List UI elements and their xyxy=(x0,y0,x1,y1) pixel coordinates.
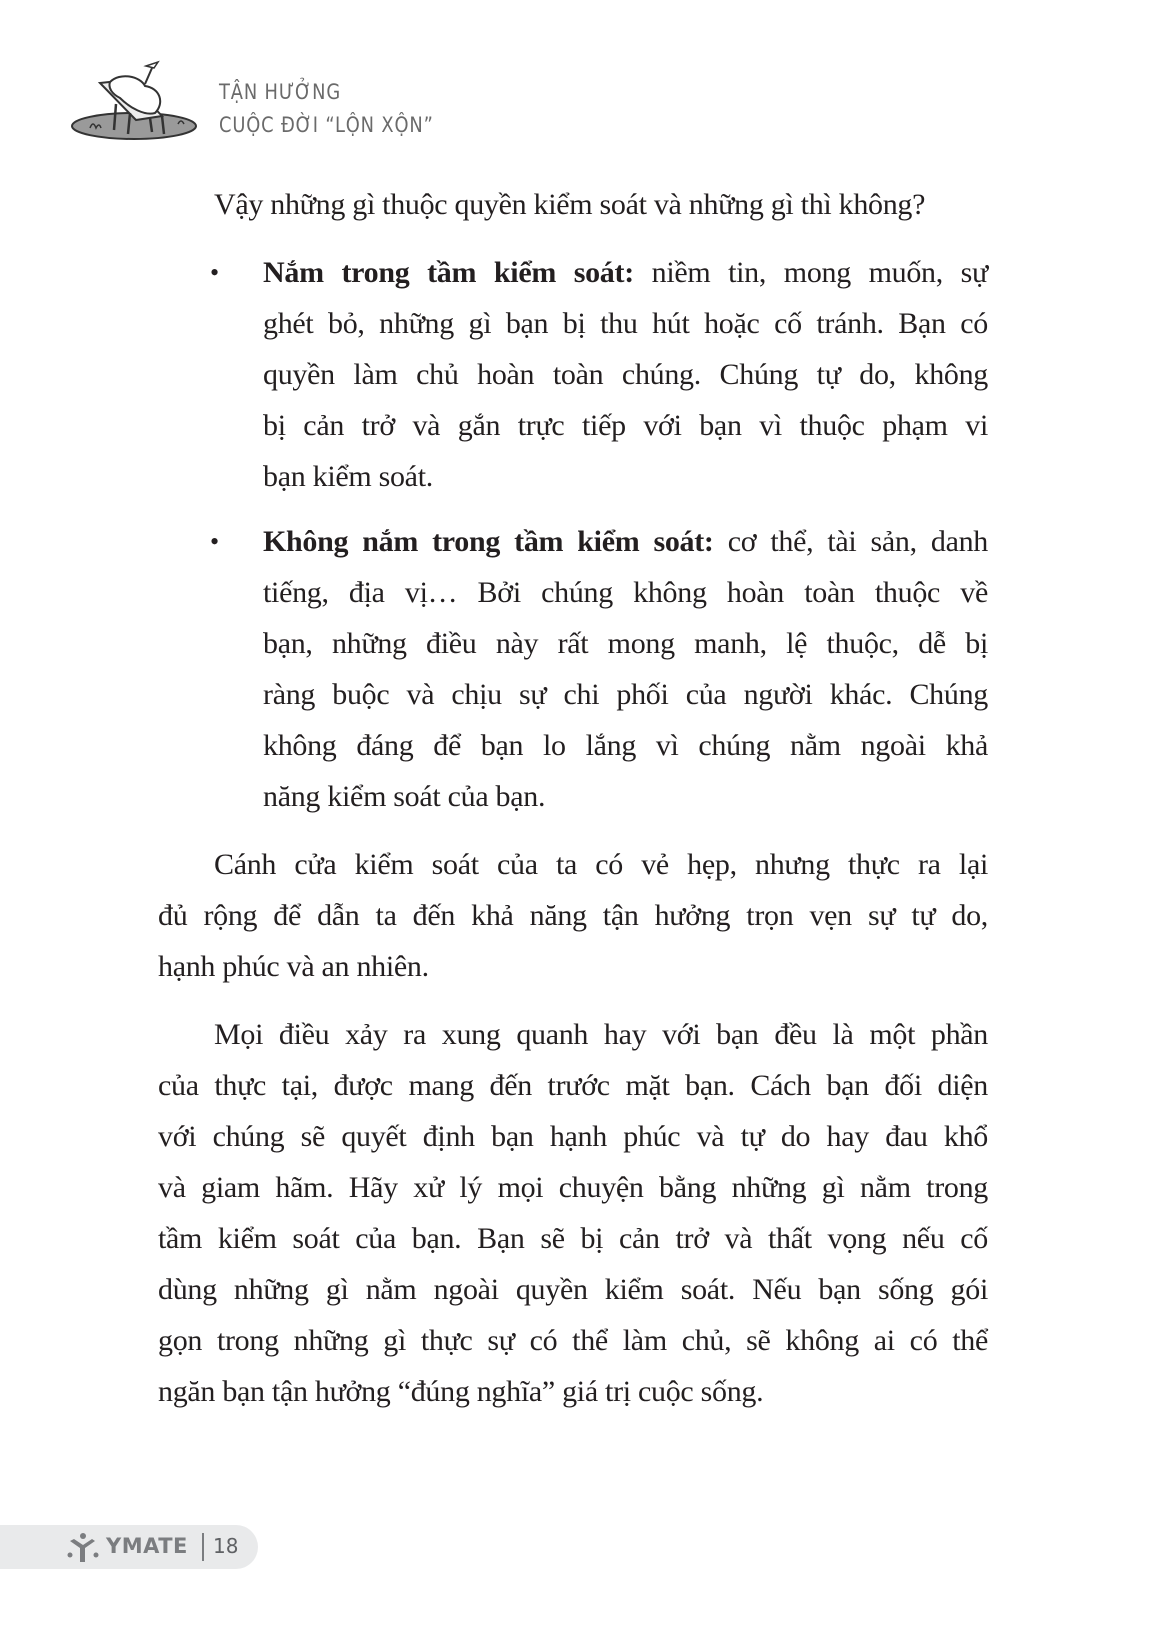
bullet-1-line: ghét bỏ, những gì bạn bị thu hút hoặc cố tránh. Bạn có xyxy=(263,307,988,340)
bullet-1-line: quyền làm chủ hoàn toàn chúng. Chúng tự do, không xyxy=(263,358,988,391)
paragraph-2-line: Mọi điều xảy ra xung quanh hay với bạn đều là một phần xyxy=(214,1018,988,1051)
bullet-2-line: không đáng để bạn lo lắng vì chúng nằm ngoài khả xyxy=(263,729,988,762)
ymate-logo-icon xyxy=(66,1532,100,1564)
running-header xyxy=(70,58,490,153)
bullet-2-line: năng kiểm soát của bạn. xyxy=(263,780,546,813)
paragraph-1-line: Cánh cửa kiểm soát của ta có vẻ hẹp, nhưng thực ra lại xyxy=(214,848,988,881)
bullet-2-label: Không nắm trong tầm kiểm soát: xyxy=(263,525,714,558)
publisher-brand: YMATE xyxy=(106,1534,188,1558)
bullet-2-line: ràng buộc và chịu sự chi phối của người khác. Chúng xyxy=(263,678,988,711)
bullet-1-line: bạn kiểm soát. xyxy=(263,460,433,493)
paragraph-2-line: gọn trong những gì thực sự có thể làm chủ, sẽ không ai có thể xyxy=(158,1324,988,1357)
paragraph-2-line: và giam hãm. Hãy xử lý mọi chuyện bằng những gì nằm trong xyxy=(158,1171,988,1204)
bullet-1-label: Nắm trong tầm kiểm soát: xyxy=(263,256,634,289)
paragraph-1-line: hạnh phúc và an nhiên. xyxy=(158,950,429,983)
person-relaxing-on-deck-chair-icon xyxy=(70,58,210,150)
bullet-1-first-line xyxy=(263,255,988,291)
paragraph-2-line: ngăn bạn tận hưởng “đúng nghĩa” giá trị cuộc sống. xyxy=(158,1375,764,1408)
paragraph-2-line: với chúng sẽ quyết định bạn hạnh phúc và tự do hay đau khổ xyxy=(158,1120,988,1153)
paragraph-2-line: tầm kiểm soát của bạn. Bạn sẽ bị cản trở và thất vọng nếu cố xyxy=(158,1222,988,1255)
book-title-line2: CUỘC ĐỜI “LỘN XỘN” xyxy=(219,113,434,137)
book-title-line1: TẬN HƯỞNG xyxy=(219,80,342,104)
paragraph-1-line: đủ rộng để dẫn ta đến khả năng tận hưởng trọn vẹn sự tự do, xyxy=(158,899,988,932)
bullet-dot-icon: • xyxy=(210,258,220,287)
bullet-1-text: niềm tin, mong muốn, sự xyxy=(633,256,989,289)
bullet-1-line: bị cản trở và gắn trực tiếp với bạn vì thuộc phạm vi xyxy=(263,409,988,442)
bullet-2-text: cơ thể, tài sản, danh xyxy=(713,525,988,558)
bullet-dot-icon: • xyxy=(210,527,220,556)
bullet-2-first-line xyxy=(263,524,988,560)
bullet-2-line: bạn, những điều này rất mong manh, lệ thuộc, dễ bị xyxy=(263,627,988,660)
paragraph-2-line: của thực tại, được mang đến trước mặt bạn. Cách bạn đối diện xyxy=(158,1069,988,1102)
footer-divider xyxy=(202,1533,204,1561)
intro-question: Vậy những gì thuộc quyền kiểm soát và những gì thì không? xyxy=(214,188,926,221)
paragraph-2-line: dùng những gì nằm ngoài quyền kiểm soát. Nếu bạn sống gói xyxy=(158,1273,988,1306)
bullet-2-line: tiếng, địa vị… Bởi chúng không hoàn toàn thuộc về xyxy=(263,576,988,609)
page-footer xyxy=(0,1525,258,1569)
page-number: 18 xyxy=(213,1534,239,1558)
book-title xyxy=(219,76,434,142)
